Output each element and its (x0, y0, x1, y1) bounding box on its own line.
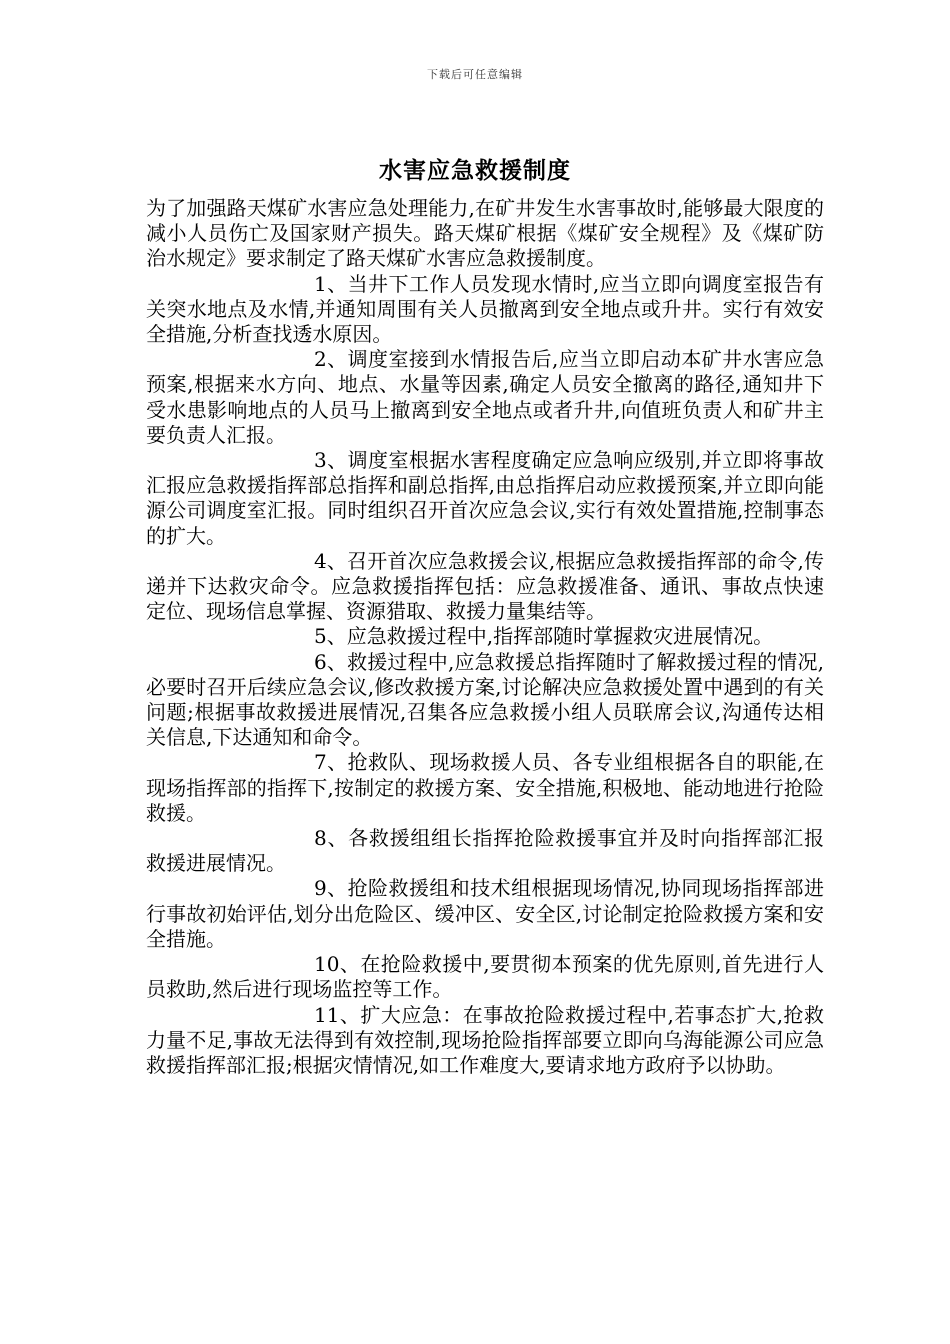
rule-item-9: 9、抢险救援组和技术组根据现场情况,协同现场指挥部进行事故初始评估,划分出危险区、缓冲区、安全区,讨论制定抢险救援方案和安全措施。 (146, 876, 824, 951)
page-header-note: 下载后可任意编辑 (427, 68, 523, 81)
rule-item-7: 7、抢救队、现场救援人员、各专业组根据各自的职能,在现场指挥部的指挥下,按制定的救援方案、安全措施,积极地、能动地进行抢险救援。 (146, 750, 824, 825)
rule-item-11: 11、扩大应急：在事故抢险救援过程中,若事态扩大,抢救力量不足,事故无法得到有效控制,现场抢险指挥部要立即向乌海能源公司应急救援指挥部汇报;根据灾情情况,如工作难度大,要请求地方政府予以协助。 (146, 1002, 824, 1077)
document-body (146, 196, 824, 1078)
rule-item-2: 2、调度室接到水情报告后,应当立即启动本矿井水害应急预案,根据来水方向、地点、水量等因素,确定人员安全撤离的路径,通知井下受水患影响地点的人员马上撤离到安全地点或者升井,向值班负责人和矿井主要负责人汇报。 (146, 347, 824, 447)
rule-item-6: 6、救援过程中,应急救援总指挥随时了解救援过程的情况,必要时召开后续应急会议,修改救援方案,讨论解决应急救援处置中遇到的有关问题;根据事故救援进展情况,召集各应急救援小组人员联席会议,沟通传达相关信息,下达通知和命令。 (146, 649, 824, 750)
rule-item-1: 1、当井下工作人员发现水情时,应当立即向调度室报告有关突水地点及水情,并通知周围有关人员撤离到安全地点或升井。实行有效安全措施,分析查找透水原因。 (146, 271, 824, 347)
rule-item-4: 4、召开首次应急救援会议,根据应急救援指挥部的命令,传递并下达救灾命令。应急救援指挥包括：应急救援准备、通讯、事故点快速定位、现场信息掌握、资源猎取、救援力量集结等。 (146, 548, 824, 624)
rule-item-5: 5、应急救援过程中,指挥部随时掌握救灾进展情况。 (314, 624, 774, 649)
rule-item-10: 10、在抢险救援中,要贯彻本预案的优先原则,首先进行人员救助,然后进行现场监控等工作。 (146, 952, 824, 1002)
intro-paragraph: 为了加强路天煤矿水害应急处理能力,在矿井发生水害事故时,能够最大限度的减小人员伤亡及国家财产损失。路天煤矿根据《煤矿安全规程》及《煤矿防治水规定》要求制定了路天煤矿水害应急救援制度。 (146, 196, 824, 271)
rule-item-3: 3、调度室根据水害程度确定应急响应级别,并立即将事故汇报应急救援指挥部总指挥和副总指挥,由总指挥启动应救援预案,并立即向能源公司调度室汇报。同时组织召开首次应急会议,实行有效处置措施,控制事态的扩大。 (146, 448, 824, 548)
document-title: 水害应急救援制度 (379, 157, 571, 184)
rule-item-8: 8、各救援组组长指挥抢险救援事宜并及时向指挥部汇报救援进展情况。 (146, 826, 824, 876)
